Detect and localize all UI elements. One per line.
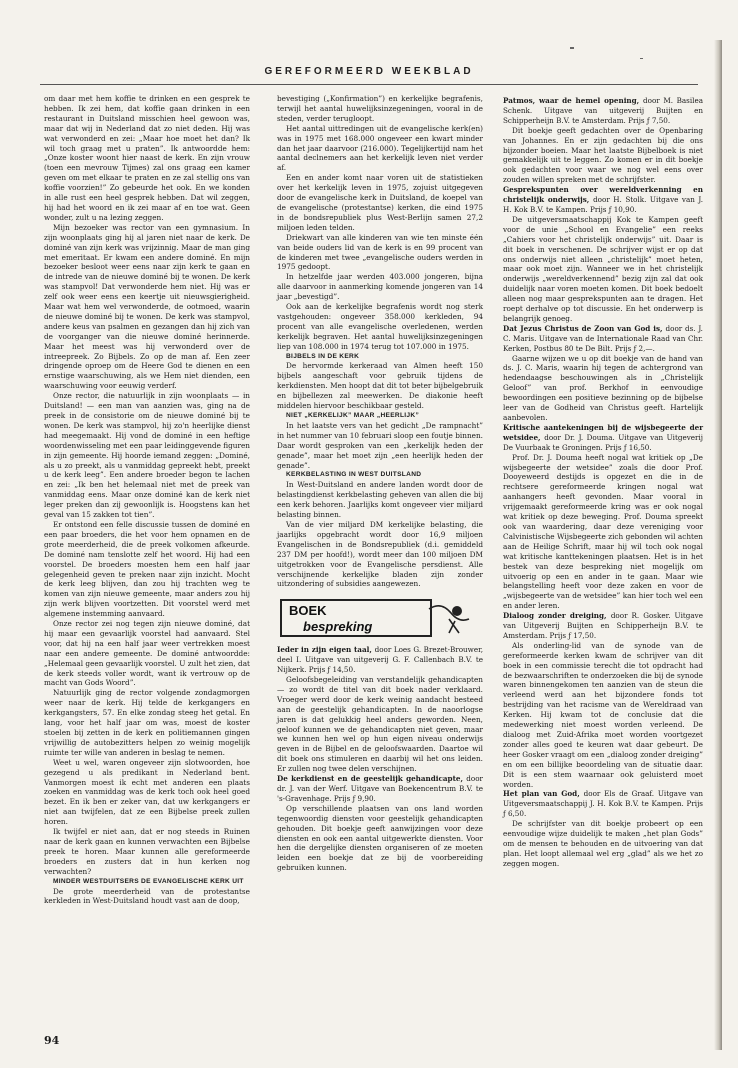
book-entry [503,789,703,819]
book-title: Kritische aantekeningen bij de wijsbegeerte der wetsidee, [503,422,703,442]
section-heading: MINDER WESTDUITSERS DE EVANGELISCHE KERK UIT [53,877,244,885]
paragraph: Als onderling-lid van de synode van de gereformeerde kerken kwam de schrijver van dit boek in een commissie terecht die tot opdracht had de bezwaarschriften te onderzoeken die bij de synode waren binnengekomen ten aanzien van de steun die verleend werd aan het bijzondere fonds tot bestrijding van het racisme van de Wereldraad van Kerken. Hij kwam tot de conclusie dat die medewerking niet moest worden verleend. De dialoog met Zuid-Afrika moet worden voortgezet zonder alles goed te keuren wat daar gebeurt. De heer Gosker vraagt om een „dialoog zonder dreiging” en om een billijke beoordeling van de situatie daar. Dit is een stem waarnaar ook geluisterd moet worden. [503,640,703,789]
book-entry [277,774,483,804]
book-title: Patmos, waar de hemel opening, [503,96,640,105]
book-meta: door H. Stolk. Uitgave van J. H. Kok B.V. te Kampen. Prijs ƒ 10,90. [503,195,703,214]
paragraph: De hervormde kerkeraad van Almen heeft 150 bijbels aangeschaft voor gebruik tijdens de kerkdiensten. Men hoopt dat dit tot beter bijbelgebruik en bijbellezen zal meewerken. De diakonie heeft middelen hiervoor beschikbaar gesteld. [277,361,483,411]
column-middle [277,94,483,873]
paragraph: Op verschillende plaatsen van ons land worden tegenwoordig diensten voor geestelijk gehandicapten gehouden. Dit boekje geeft aanwijzingen voor deze diensten en ook een aantal uitgewerkte diensten. Voor hen die dergelijke diensten organiseren of ze moeten leiden een boekje dat ze bij de voorbereiding gebruiken kunnen. [277,803,483,873]
book-meta: door dr. J. van der Werf. Uitgave van Boekencentrum B.V. te 's-Gravenhage. Prijs ƒ 9,90. [277,774,483,803]
paragraph: Mijn bezoeker was rector van een gymnasium. In zijn woonplaats ging hij al jaren niet naar de kerk. De dominé van zijn kerk was vrijzinnig. Maar de man ging met emeritaat. Er kwam een andere dominé. En mijn bezoeker besloot weer eens naar zijn kerk te gaan en de intrede van de nieuwe dominé bij te wonen. De kerk was stampvol! Dat verwonderde hem niet. Hij was er zelf ook weer eens een keertje uit nieuwsgierigheid. Maar wat hem wel verwonderde, de ootmoed, waarin de nieuwe dominé bij te wonen. De kerk was stampvol, andere keus van psalmen en gezangen dan hij zich van de voorganger van die nieuwe dominé herinnerde. Maar het meest was hij verwonderd over de intreepreek. Zo Bijbels. Zo op de man af. Een zeer dringende oproep om de Heere God te dienen en een ernstige waarschuwing, als we Hem niet dienden, een waarschuwing voor eeuwig verderf. [44,222,250,391]
paragraph: om daar met hem koffie te drinken en een gesprek te hebben. Ik zei hem, dat koffie gaan drinken in een restaurant in Duitsland misschien heel gewoon was, maar dat wij in Nederland dat zo niet deden. Hij was wat verwonderd en zei: „Maar hoe moet het dan? Ik wil toch graag met u praten”. Ik antwoordde hem: „Onze koster woont hier naast de kerk. En zijn vrouw (toen een mevrouw Tijmes) zal ons graag een kamer geven om met elkaar te praten en ze zal stellig ons van koffie voorzien!” Zo gebeurde het ook. En we konden in alle rust een heel gesprek hebben. Dat wil zeggen, hij had het woord en ik zei maar af en toe wat. Geen wonder, zult u na lezing zeggen. [44,94,250,222]
paragraph: De uitgeversmaatschappij Kok te Kampen geeft voor de unie „School en Evangelie” een reeks „Cahiers voor het christelijk onderwijs” uit. Daar is dit boek in verschenen. De schrijver wijst er op dat ons onderwijs niet alleen „christelijk” moet heten, maar ook moet zijn. Wanneer we in het christelijk onderwijs „wereldverkennend” bezig zijn zal dat ook duidelijk naar voren moeten komen. Dit boek bedoelt alleen nog maar gesprekspunten aan te dragen. Het roept derhalve op tot discussie. En het onderwerp is belangrijk genoeg. [503,214,703,323]
paragraph: In het laatste vers van het gedicht „De rampnacht” in het nummer van 10 februari sloop een foutje binnen. Daar wordt gesproken van een „kerkelijk heden der genade”, maar het moet zijn „een heerlijk heden der genade”. [277,420,483,470]
paragraph: Het aantal uittredingen uit de evangelische kerk(en) was in 1975 met 168.000 ongeveer een kwart minder dan het jaar daarvoor (216.000). Tegelijkertijd nam het aantal declnemers aan het kerkelijk leven niet verder af. [277,123,483,173]
boekbespreking-logo [279,597,475,639]
book-meta: door Dr. J. Douma. Uitgave van Uitgeverij De Vuurbaak te Groningen. Prijs ƒ 16,50. [503,432,703,452]
paragraph: Driekwart van alle kinderen van wie ten minste één van beide ouders lid van de kerk is en 99 procent van de kinderen met twee „evangelische ouders werden in 1975 gedoopt. [277,232,483,272]
paragraph: Geloofsbegeleiding van verstandelijk gehandicapten — zo wordt de titel van dit boek nader verklaard. Vroeger werd door de kerk weinig aandacht besteed aan de geestelijk gehandicapten. In de naoorlogse jaren is dat gelukkig heel anders geworden. Neen, geloof kunnen we de gehandicapten niet geven, maar we kunnen hen wel op hun eigen niveau onderwijs geven in de Bijbel en de geloofswaarden. Daartoe wil dit boek ons stimuleren en daarbij wil het ons leiden. Er zullen nog twee delen verschijnen. [277,675,483,774]
paragraph: Prof. Dr. J. Douma heeft nogal wat kritiek op „De wijsbegeerte der wetsidee” zoals die door Prof. Dooyeweerd destijds is opgezet en die in de rechtsere gereformeerde kringen nogal wat aanhangers heeft gevonden. Maar vooral in vrijgemaakt gereformeerde kring was er ook nogal wat kritiek op deze beweging. Prof. Douma spreekt ook van waardering, daar deze vereniging voor Calvinistische Wijsbegeerte zich gebonden wil achten aan de Heilige Schrift, maar hij wil toch ook nogal wat kritische kanttekeningen plaatsen. Het is in het bestek van deze bespreking niet mogelijk om uitvoerig op een en ander in te gaan. Maar wie belangstelling heeft voor deze zaken en voor de „wijsbegeerte van de wetsidee” kan hier toch wel een en ander leren. [503,452,703,611]
book-entry [503,423,703,453]
paragraph: In hetzelfde jaar werden 403.000 jongeren, bijna alle daarvoor in aanmerking komende jongeren van 14 jaar „bevestigd”. [277,272,483,302]
book-entry [503,96,703,126]
book-entry [277,645,483,675]
paragraph: Gaarne wijzen we u op dit boekje van de hand van ds. J. C. Maris, waarin hij tegen de achtergrond van hedendaagse beschouwingen als in „Christelijk Geloof” van prof. Berkhof in eenvoudige bewoordingen een positieve bezinning op de bijbelse leer van de Godheid van Christus geeft. Hartelijk aanbevolen. [503,353,703,422]
book-meta: door R. Gosker. Uitgave van Uitgeverij Buijten en Schipperheijn B.V. te Amsterdam. Prijs ƒ 17,50. [503,611,703,640]
paragraph: Onze rector, die natuurlijk in zijn woonplaats — in Duitsland! — een man van aanzien was, ging na de preek in de consistorie om de nieuwe dominé bij te wonen. De kerk was stampvol, hij zo'n heerlijke dienst had meegemaakt. Hij vond de dominé in een heftige woordenwisseling met een paar leidinggevende figuren in zijn gemeente. Hij hoorde iemand zeggen: „Dominé, als u zo preekt, als u vanmiddag gepreekt hebt, preekt u de kerk leeg”. Een andere broeder begon te lachen en zei: „Ik ben het helemaal niet met de preek van vanmiddag eens. Maar onze dominé kan de kerk niet leger preken dan zij gewoonlijk is. Hoogstens kan het geval van 15 zakken tot tien”. [44,391,250,520]
paragraph: Onze rector zei nog tegen zijn nieuwe dominé, dat hij maar een gevaarlijk voorstel had aanvaard. Stel voor, dat hij na een half jaar weer vertrekken moest naar een andere gemeente. De dominé antwoordde: „Helemaal geen gevaarlijk voorstel. U zult het zien, dat de kerk steeds voller wordt, want ik vertrouw op de macht van Gods Woord”. [44,619,250,688]
book-meta: door ds. J. C. Maris. Uitgave van de Internationale Raad van Chr. Kerken, Postbus 80 te De Bilt. Prijs ƒ 2,—. [503,323,703,353]
paragraph: Van de vier miljard DM kerkelijke belasting, die jaarlijks opgebracht wordt door 16,9 miljoen Evangelischen in de Bondsrepubliek (d.i. gemiddeld 237 DM per hoofd!), wordt meer dan 100 miljoen DM uitgetrokken voor de Evangelische persdienst. Alle verschijnende kerkelijke bladen zijn zonder uitzondering of subsidies aangewezen. [277,519,483,589]
book-title: De kerkdienst en de geestelijk gehandicapte, [277,774,463,784]
book-title: Dialoog zonder dreiging, [503,611,607,621]
logo-word-bespreking: bespreking [303,619,373,635]
scan-speck [570,47,574,49]
section-heading: NIET „KERKELIJK” MAAR „HEERLIJK” [286,412,420,419]
scan-page-edge [714,40,722,1050]
paragraph: Weet u wel, waren ongeveer zijn slotwoorden, hoe gezegend u als predikant in Nederland bent. Vanmorgen moest ik echt met anderen een plaats zoeken en vanmiddag was de kerk toch ook heel goed bezet. En ik ben er zeker van, dat uw kerkgangers er niet aan twijfelen, dat ze een Bijbelse preek zullen horen. [44,757,250,827]
column-right [503,94,703,869]
paragraph: De grote meerderheid van de protestantse kerkleden in West-Duitsland houdt vast aan de doop, [44,886,250,906]
book-entry [503,611,703,641]
logo-figure-head [452,606,462,616]
header-rule [40,84,698,85]
book-title: Ieder in zijn eigen taal, [277,645,372,655]
book-title: Gesprekspunten over wereldverkenning en christelijk onderwijs, [503,185,703,205]
book-meta: door Loes G. Brezet-Brouwer, deel I. Uitgave van uitgeverij G. F. Callenbach B.V. te Nijkerk. Prijs ƒ 14,50. [277,645,484,675]
book-meta: door Els de Graaf. Uitgave van Uitgeversmaatschappij J. H. Kok B.V. te Kampen. Prijs ƒ 6,50. [503,789,703,819]
paragraph: Dit boekje geeft gedachten over de Openbaring van Johannes. En er zijn gedachten bij die ons bijzonder boeien. Maar het laatste Bijbelboek is niet gemakkelijk uit te leggen. Zo komen er in dit boekje ook gedachten voor waar we nog wel eens over zouden willen spreken met de schrijfster. [503,125,703,185]
page-header-title: GEREFORMEERD WEEKBLAD [264,66,474,77]
logo-word-boek: BOEK [289,603,327,619]
book-title: Dat Jezus Christus de Zoon van God is, [503,323,663,333]
boekbespreking-logo-graphic [279,597,475,639]
paragraph: Er ontstond een felle discussie tussen de dominé en een paar broeders, die het voor hem opnamen en de grote meerderheid, die de preek volkomen afkeurde. De dominé nam tenslotte zelf het woord. Hij had een voorstel. De broeders moesten hem een half jaar gelegenheid geven te preken naar zijn inzicht. Mocht de kerk leeg blijven, dan zou hij trachten weg te komen van zijn nieuwe gemeente, maar anders zou hij zijn werk blijven voortzetten. Dit voorstel werd met algemene instemming aanvaard. [44,519,250,619]
book-entry [503,185,703,215]
book-title: Het plan van God, [503,789,580,799]
paragraph: In West-Duitsland en andere landen wordt door de belastingdienst kerkbelasting geheven van allen die bij een kerk behoren. Jaarlijks komt ongeveer vier miljard belasting binnen. [277,480,483,520]
column-left [44,94,250,906]
paragraph: Ook aan de kerkelijke begrafenis wordt nog sterk vastgehouden: ongeveer 358.000 kerkleden, 94 procent van alle evangelische overledenen, werden kerkelijk begraven. Het aantal huwelijksinzegeningen liep van 108.000 in 1974 terug tot 107.000 in 1975. [277,302,483,351]
paragraph: Ik twijfel er niet aan, dat er nog steeds in Ruinen naar de kerk gaan en kunnen verwachten een Bijbelse preek te horen. Maar kunnen alle gereformeerde broeders en zusters dat in hun kerken nog verwachten? [44,827,250,876]
page-number: 94 [44,1034,60,1047]
paragraph: Natuurlijk ging de rector volgende zondagmorgen weer naar de kerk. Hij telde de kerkgangers en kerkgangsters, 57. En elke zondag steeg het getal. En lang, voor het half jaar om was, moest de koster stoelen bij zetten in de kerk en politiemannen gingen vrijwillig de autobezitters helpen zo weinig mogelijk ruimte ter wille van anderen in beslag te nemen. [44,688,250,757]
paragraph: Een en ander komt naar voren uit de statistieken over het kerkelijk leven in 1975, zojuist uitgegeven door de evangelische kerk in Duitsland, de koepel van de evangelische (protestantse) kerken, die eind 1975 in de bondsrepubliek plus West-Berlijn samen 27,2 miljoen leden telden. [277,173,483,232]
book-meta: door M. Basilea Schenk. Uitgave van uitgeverij Buijten en Schipperheijn B.V. te Amsterdam. Prijs ƒ 7,50. [503,96,703,125]
book-entry [503,324,703,354]
paragraph: De schrijfster van dit boekje probeert op een eenvoudige wijze duidelijk te maken „het plan Gods” om de mensen te behouden en de uitvoering van dat plan. Het loopt allemaal wel erg „glad” als we het zo zeggen mogen. [503,819,703,868]
section-heading: KERKBELASTING IN WEST DUITSLAND [286,471,422,479]
paragraph: bevestiging („Konfirmation”) en kerkelijke begrafenis, terwijl het aantal huwelijksinzegeningen, vooral in de steden, verder terugloopt. [277,94,483,123]
logo-figure-arm [429,606,469,620]
section-heading: BIJBELS IN DE KERK [286,352,360,360]
scan-speck [640,58,643,59]
logo-figure-legs [449,619,459,633]
